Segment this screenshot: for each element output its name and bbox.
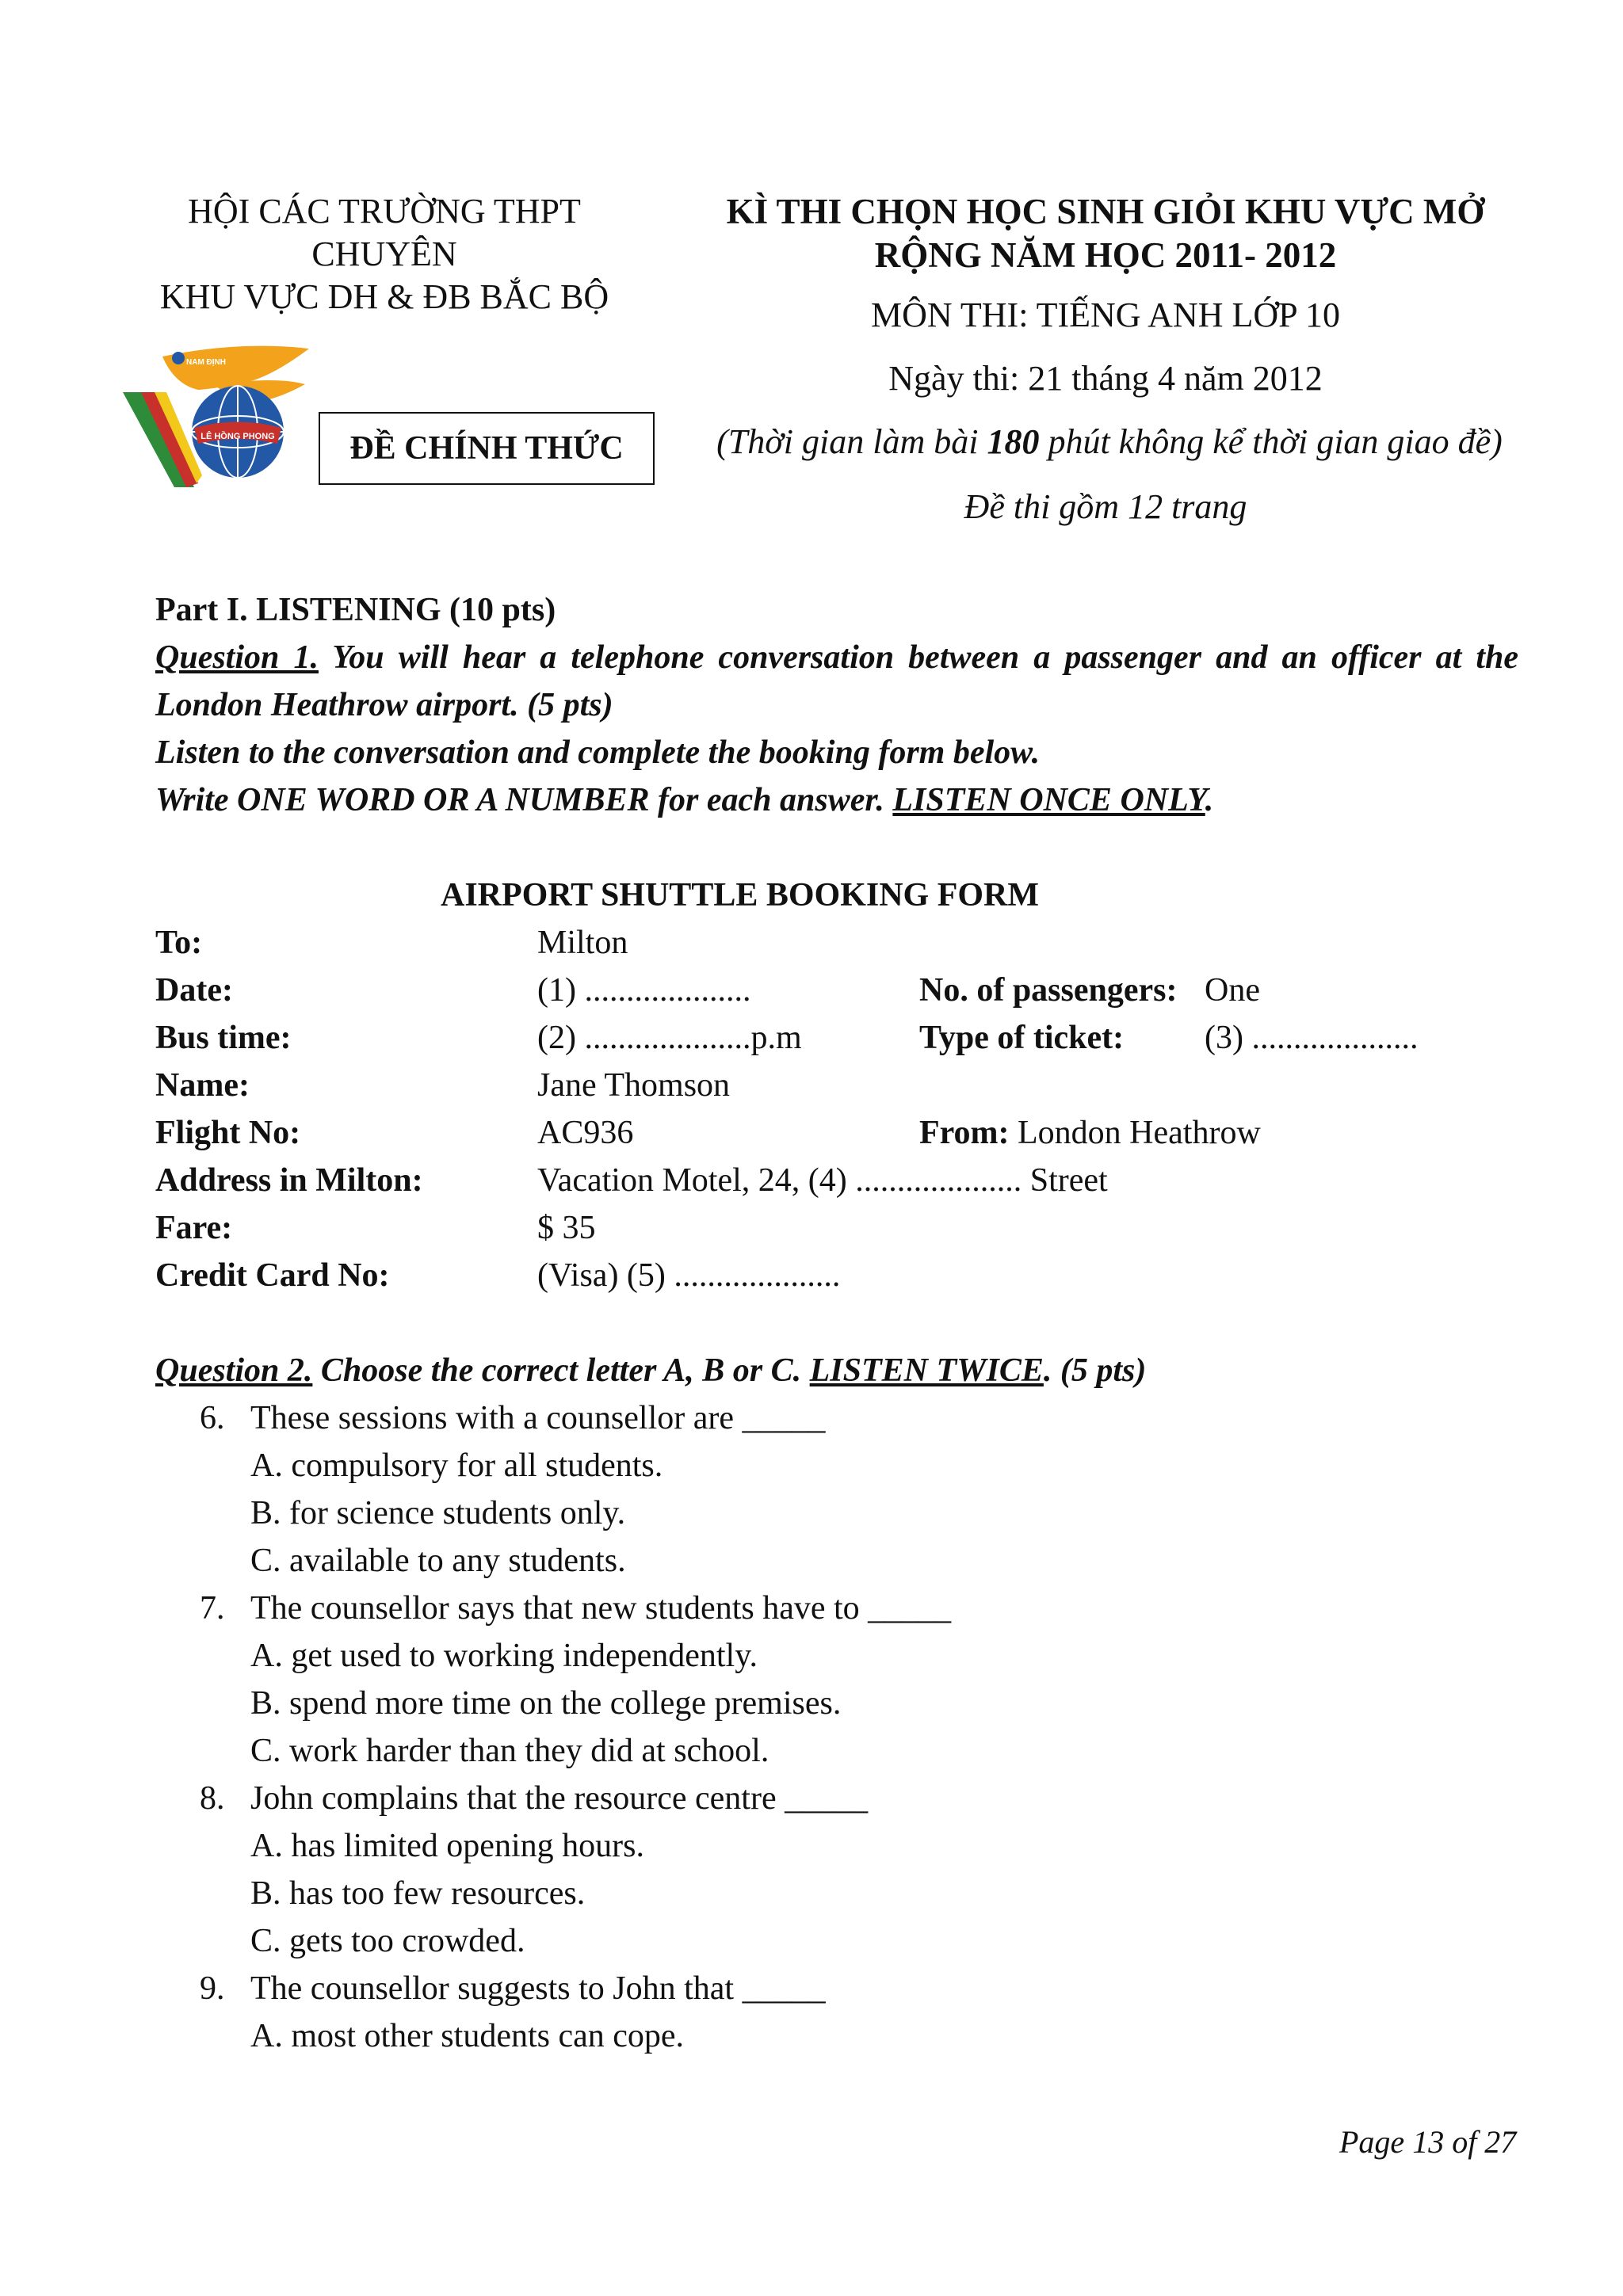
question-number: 8. bbox=[200, 1780, 225, 1817]
question1-line4-c: . bbox=[1205, 782, 1214, 818]
answer-option: B. has too few resources. bbox=[250, 1875, 586, 1912]
booking-form-title: AIRPORT SHUTTLE BOOKING FORM bbox=[441, 877, 1040, 913]
answer-option: A. compulsory for all students. bbox=[250, 1447, 663, 1484]
form-from bbox=[919, 1109, 1261, 1157]
answer-option: A. has limited opening hours. bbox=[250, 1828, 644, 1864]
question1-label: Question 1. bbox=[155, 639, 319, 676]
question-stem: The counsellor suggests to John that _____ bbox=[250, 1970, 826, 2007]
answer-option: C. available to any students. bbox=[250, 1543, 626, 1579]
answer-option: A. get used to working independently. bbox=[250, 1638, 758, 1674]
form-label-passengers: No. of passengers: bbox=[919, 972, 1178, 1009]
question2-text-a: Choose the correct letter A, B or C. bbox=[312, 1352, 810, 1389]
form-label-bus-time: Bus time: bbox=[155, 1020, 292, 1056]
question2-label: Question 2. bbox=[155, 1352, 313, 1389]
form-value-ticket-type: (3) .................... bbox=[1205, 1020, 1419, 1056]
listen-once-note: LISTEN ONCE ONLY bbox=[892, 782, 1205, 818]
question1-line4-a: Write ONE WORD OR A NUMBER for each answer. bbox=[155, 782, 893, 818]
official-exam-label: ĐỀ CHÍNH THỨC bbox=[319, 412, 655, 485]
form-value-name: Jane Thomson bbox=[537, 1067, 731, 1104]
answer-option: C. work harder than they did at school. bbox=[250, 1733, 769, 1769]
question2-text-c: . (5 pts) bbox=[1043, 1352, 1147, 1389]
logo-ribbon-text: LÊ HỒNG PHONG bbox=[200, 432, 275, 441]
question1-line3: Listen to the conversation and complete the booking form below. bbox=[155, 734, 1041, 771]
answer-option: C. gets too crowded. bbox=[250, 1923, 525, 1959]
form-label-card: Credit Card No: bbox=[155, 1257, 390, 1294]
form-value-fare: $ 35 bbox=[537, 1210, 596, 1246]
form-value-date: (1) .................... bbox=[537, 972, 751, 1009]
form-label-ticket-type: Type of ticket: bbox=[919, 1020, 1125, 1056]
form-value-from: London Heathrow bbox=[1018, 1115, 1261, 1151]
question-stem: John complains that the resource centre _____ bbox=[250, 1780, 869, 1817]
form-label-date: Date: bbox=[155, 972, 233, 1009]
logo-top-text: NAM ĐỊNH bbox=[186, 358, 226, 367]
exam-duration-minutes: 180 bbox=[987, 422, 1040, 461]
question-stem: The counsellor says that new students have to _____ bbox=[250, 1590, 952, 1627]
exam-title bbox=[689, 190, 1522, 277]
form-label-fare: Fare: bbox=[155, 1210, 233, 1246]
form-label-name: Name: bbox=[155, 1067, 250, 1104]
question-number: 7. bbox=[200, 1590, 225, 1627]
question1-line1 bbox=[155, 634, 1518, 681]
question1-line4 bbox=[155, 776, 1213, 824]
question-number: 6. bbox=[200, 1400, 225, 1436]
exam-duration bbox=[682, 421, 1537, 462]
exam-duration-after: phút không kể thời gian giao đề) bbox=[1039, 422, 1503, 461]
question2-heading bbox=[155, 1347, 1146, 1394]
form-value-to: Milton bbox=[537, 925, 628, 961]
answer-option: A. most other students can cope. bbox=[250, 2018, 685, 2054]
exam-title-line2: RỘNG NĂM HỌC 2011- 2012 bbox=[874, 235, 1337, 275]
answer-option: B. for science students only. bbox=[250, 1495, 626, 1531]
exam-date: Ngày thi: 21 tháng 4 năm 2012 bbox=[888, 359, 1323, 398]
form-value-address: Vacation Motel, 24, (4) .................... Street bbox=[537, 1162, 1108, 1199]
exam-duration-before: (Thời gian làm bài bbox=[716, 422, 987, 461]
form-label-flight: Flight No: bbox=[155, 1115, 301, 1151]
school-name-line2: CHUYÊN bbox=[311, 235, 457, 273]
exam-title-line1: KÌ THI CHỌN HỌC SINH GIỎI KHU VỰC MỞ bbox=[726, 192, 1485, 231]
part1-title: Part I. LISTENING (10 pts) bbox=[155, 592, 556, 628]
form-value-flight: AC936 bbox=[537, 1115, 634, 1151]
answer-option: B. spend more time on the college premises. bbox=[250, 1685, 842, 1722]
form-label-from: From: bbox=[919, 1115, 1010, 1151]
question1-line2: London Heathrow airport. (5 pts) bbox=[155, 687, 613, 723]
school-logo bbox=[119, 341, 317, 499]
form-value-passengers: One bbox=[1205, 972, 1260, 1009]
question-number: 9. bbox=[200, 1970, 225, 2007]
exam-page-count: Đề thi gồm 12 trang bbox=[964, 487, 1247, 526]
page-number: Page 13 of 27 bbox=[1339, 2124, 1517, 2160]
listen-twice-note: LISTEN TWICE bbox=[809, 1352, 1044, 1389]
school-name-line3: KHU VỰC DH & ĐB BẮC BỘ bbox=[159, 277, 609, 316]
form-value-card: (Visa) (5) .................... bbox=[537, 1257, 841, 1294]
form-label-to: To: bbox=[155, 925, 203, 961]
school-name-line1: HỘI CÁC TRƯỜNG THPT bbox=[188, 192, 581, 231]
exam-subject: MÔN THI: TIẾNG ANH LỚP 10 bbox=[871, 296, 1340, 334]
form-label-address: Address in Milton: bbox=[155, 1162, 423, 1199]
question-stem: These sessions with a counsellor are _____ bbox=[250, 1400, 826, 1436]
school-name bbox=[119, 190, 650, 318]
form-value-bus-time: (2) ....................p.m bbox=[537, 1020, 802, 1056]
question1-line1-text: You will hear a telephone conversation between a passenger and an officer at the bbox=[318, 639, 1518, 676]
